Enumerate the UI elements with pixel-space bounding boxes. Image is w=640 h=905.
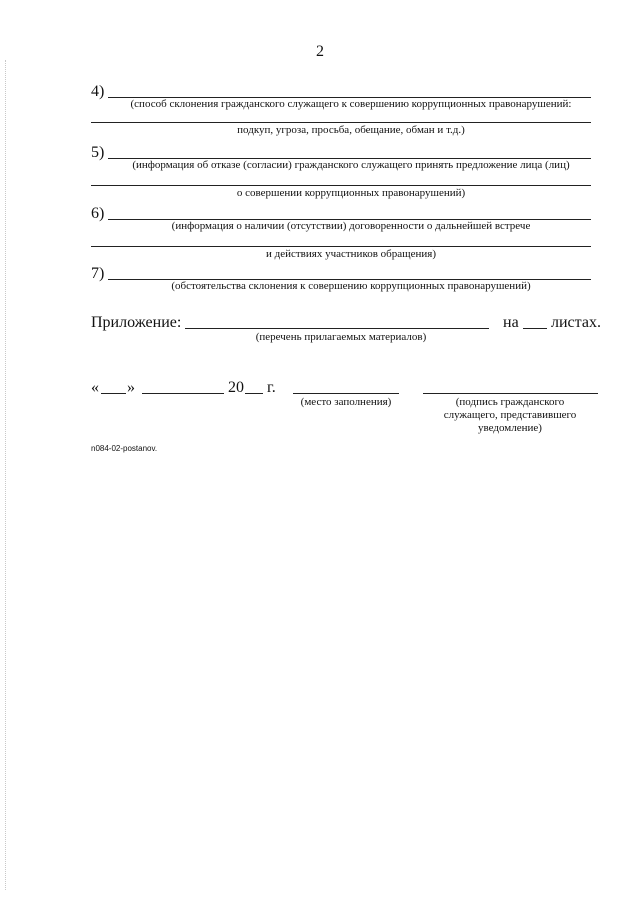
attachment-list-line[interactable] <box>185 328 489 329</box>
field-caption: (обстоятельства склонения к совершению коррупционных правонарушений) <box>171 280 531 292</box>
fill-line[interactable] <box>91 122 591 123</box>
place-caption: (место заполнения) <box>300 396 392 408</box>
page-number: 2 <box>316 43 324 60</box>
fill-line[interactable] <box>91 246 591 247</box>
attachment-on-label: на <box>503 314 519 331</box>
page-edge <box>5 60 6 890</box>
month-line[interactable] <box>142 393 224 394</box>
item-number: 5) <box>91 144 105 161</box>
document-id: n084-02-postanov. <box>91 444 158 453</box>
attachment-sheets-label: листах. <box>551 314 601 331</box>
field-caption: (информация о наличии (отсутствии) договоренности о дальнейшей встрече <box>171 220 531 232</box>
signature-line[interactable] <box>423 393 598 394</box>
attachment-label: Приложение: <box>91 314 182 331</box>
item-6 <box>91 206 591 264</box>
field-caption: и действиях участников обращения) <box>265 248 437 260</box>
signature-caption-3: уведомление) <box>478 422 542 434</box>
field-caption: (способ склонения гражданского служащего к совершению коррупционных правонарушений: <box>130 98 572 110</box>
date-quote-close: » <box>127 379 135 396</box>
signature-caption-2: служащего, представившего <box>443 409 577 421</box>
attachment-caption: (перечень прилагаемых материалов) <box>255 331 427 343</box>
item-7 <box>91 266 591 298</box>
place-line[interactable] <box>293 393 399 394</box>
field-caption: (информация об отказе (согласии) гражданского служащего принять предложение лица (лиц) <box>132 159 570 171</box>
field-caption: о совершении коррупционных правонарушений) <box>236 187 466 199</box>
item-4 <box>91 84 591 142</box>
item-number: 4) <box>91 83 105 100</box>
item-number: 6) <box>91 205 105 222</box>
item-number: 7) <box>91 265 105 282</box>
fill-line[interactable] <box>91 185 591 186</box>
signature-caption-1: (подпись гражданского <box>455 396 565 408</box>
year-suffix: г. <box>267 379 276 396</box>
sheets-count-line[interactable] <box>523 328 547 329</box>
field-caption: подкуп, угроза, просьба, обещание, обман и т.д.) <box>237 124 465 136</box>
day-line[interactable] <box>101 393 126 394</box>
item-5 <box>91 145 591 203</box>
year-prefix: 20 <box>228 379 244 396</box>
date-quote-open: « <box>91 379 99 396</box>
attachment-row <box>91 314 601 354</box>
year-line[interactable] <box>245 393 263 394</box>
